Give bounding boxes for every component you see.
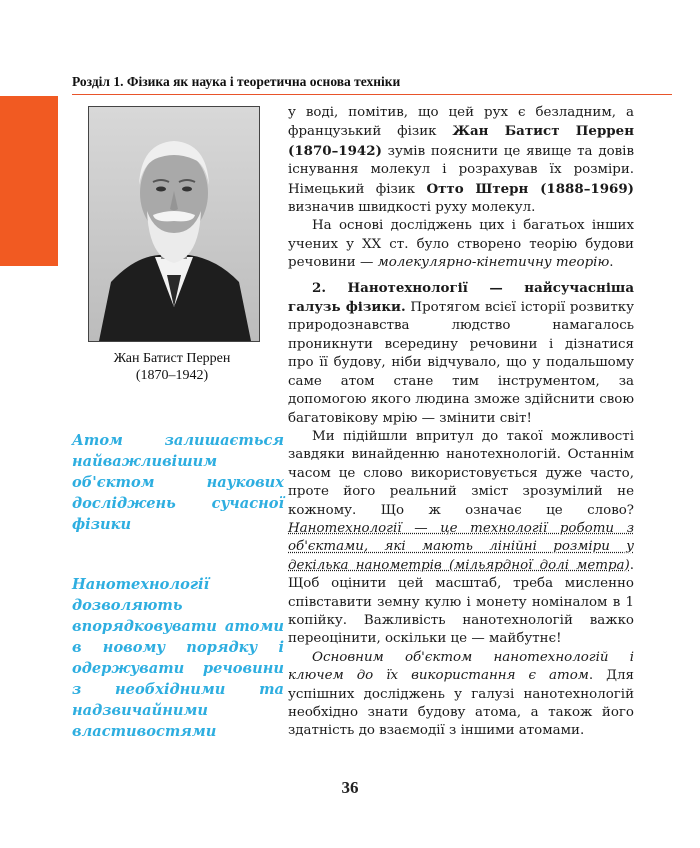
portrait-caption: [72, 350, 272, 384]
section-header: Розділ 1. Фізика як наука і теоретична основа техніки: [72, 74, 401, 89]
page-number: 36: [341, 778, 359, 797]
term-mkt: молекулярно-кінетичну теорію: [377, 255, 610, 271]
key-statement: Основним об'єктом нанотехнологій і ключем до їх використання є атом: [288, 649, 634, 684]
chapter-side-tab: [0, 96, 58, 266]
caption-years: (1870–1942): [135, 368, 209, 383]
portrait-photo: [88, 106, 260, 342]
paragraph-theory: На основі досліджень цих і багатьох інших учених у XX ст. було створено теорію будови речовини — молекулярно-кінетичну теорію.: [288, 218, 634, 271]
caption-name: Жан Батист Перрен: [113, 351, 231, 366]
margin-note-atom: Атом залишається найважливішим об'єктом наукових досліджень сучасної фізики: [72, 432, 284, 533]
definition-nanotech: Нанотехнології — це технології роботи з об'єктами, які мають лінійні розміри у декілька нанометрів (мільярдної долі метра): [288, 520, 634, 573]
margin-note-nanotech: Нанотехнології дозволяють впорядковувати атоми в новому порядку і одержувати речовини з необхідними та надзвичайними властивостями: [72, 576, 284, 740]
paragraph-atom: Основним об'єктом нанотехнологій і ключем до їх використання є атом. Для успішних досліджень у галузі нанотехнологій необхідно знати будову атома, а також його здатність до взаємодії з іншими атомами.: [288, 649, 634, 739]
paragraph-perrin: у воді, помітив, що цей рух є безладним, а французький фізик Жан Батист Перрен (1870–1942) зумів пояснити це явище та довів існування молекул і розрахував їх розміри. Німецький фізик Отто Штерн (1888–1969) визначив швидкості руху молекул.: [288, 105, 634, 216]
name-stern: Отто Штерн (1888–1969): [426, 180, 634, 197]
name-perrin: Жан Батист Перрен (1870–1942): [288, 123, 634, 159]
section-heading: 2. Нанотехнології — найсучасніша галузь фізики.: [288, 279, 634, 316]
paragraph-definition: Ми підійшли впритул до такої можливості завдяки винайденню нанотехнологій. Останнім часом це слово використовується дуже часто, проте його реальний зміст зрозумілий не кожному. Що ж означає це слово? Нанотехнології — це технології роботи з об'єктами, які мають лінійні розміри у декілька нанометрів (мільярдної долі метра). Щоб оцінити цей масштаб, треба мисленно співставити земну кулю і монету номіналом в 1 копійку. Важливість нанотехнологій важко переоцінити, оскільки це — майбутнє!: [288, 428, 634, 647]
portrait-illustration: [89, 107, 259, 341]
main-text-column: [288, 104, 634, 741]
paragraph-nanotech-heading: 2. Нанотехнології — найсучасніша галузь фізики. Протягом всієї історії розвитку природознавства людство намагалось проникнути всередину речовини і дізнатися про її будову, ніби відчувало, що у подальшому саме атом стане тим інструментом, за допомогою якого людина зможе здійснити свою багатовікову мрію — змінити світ!: [288, 279, 634, 426]
header-rule: [72, 94, 672, 95]
